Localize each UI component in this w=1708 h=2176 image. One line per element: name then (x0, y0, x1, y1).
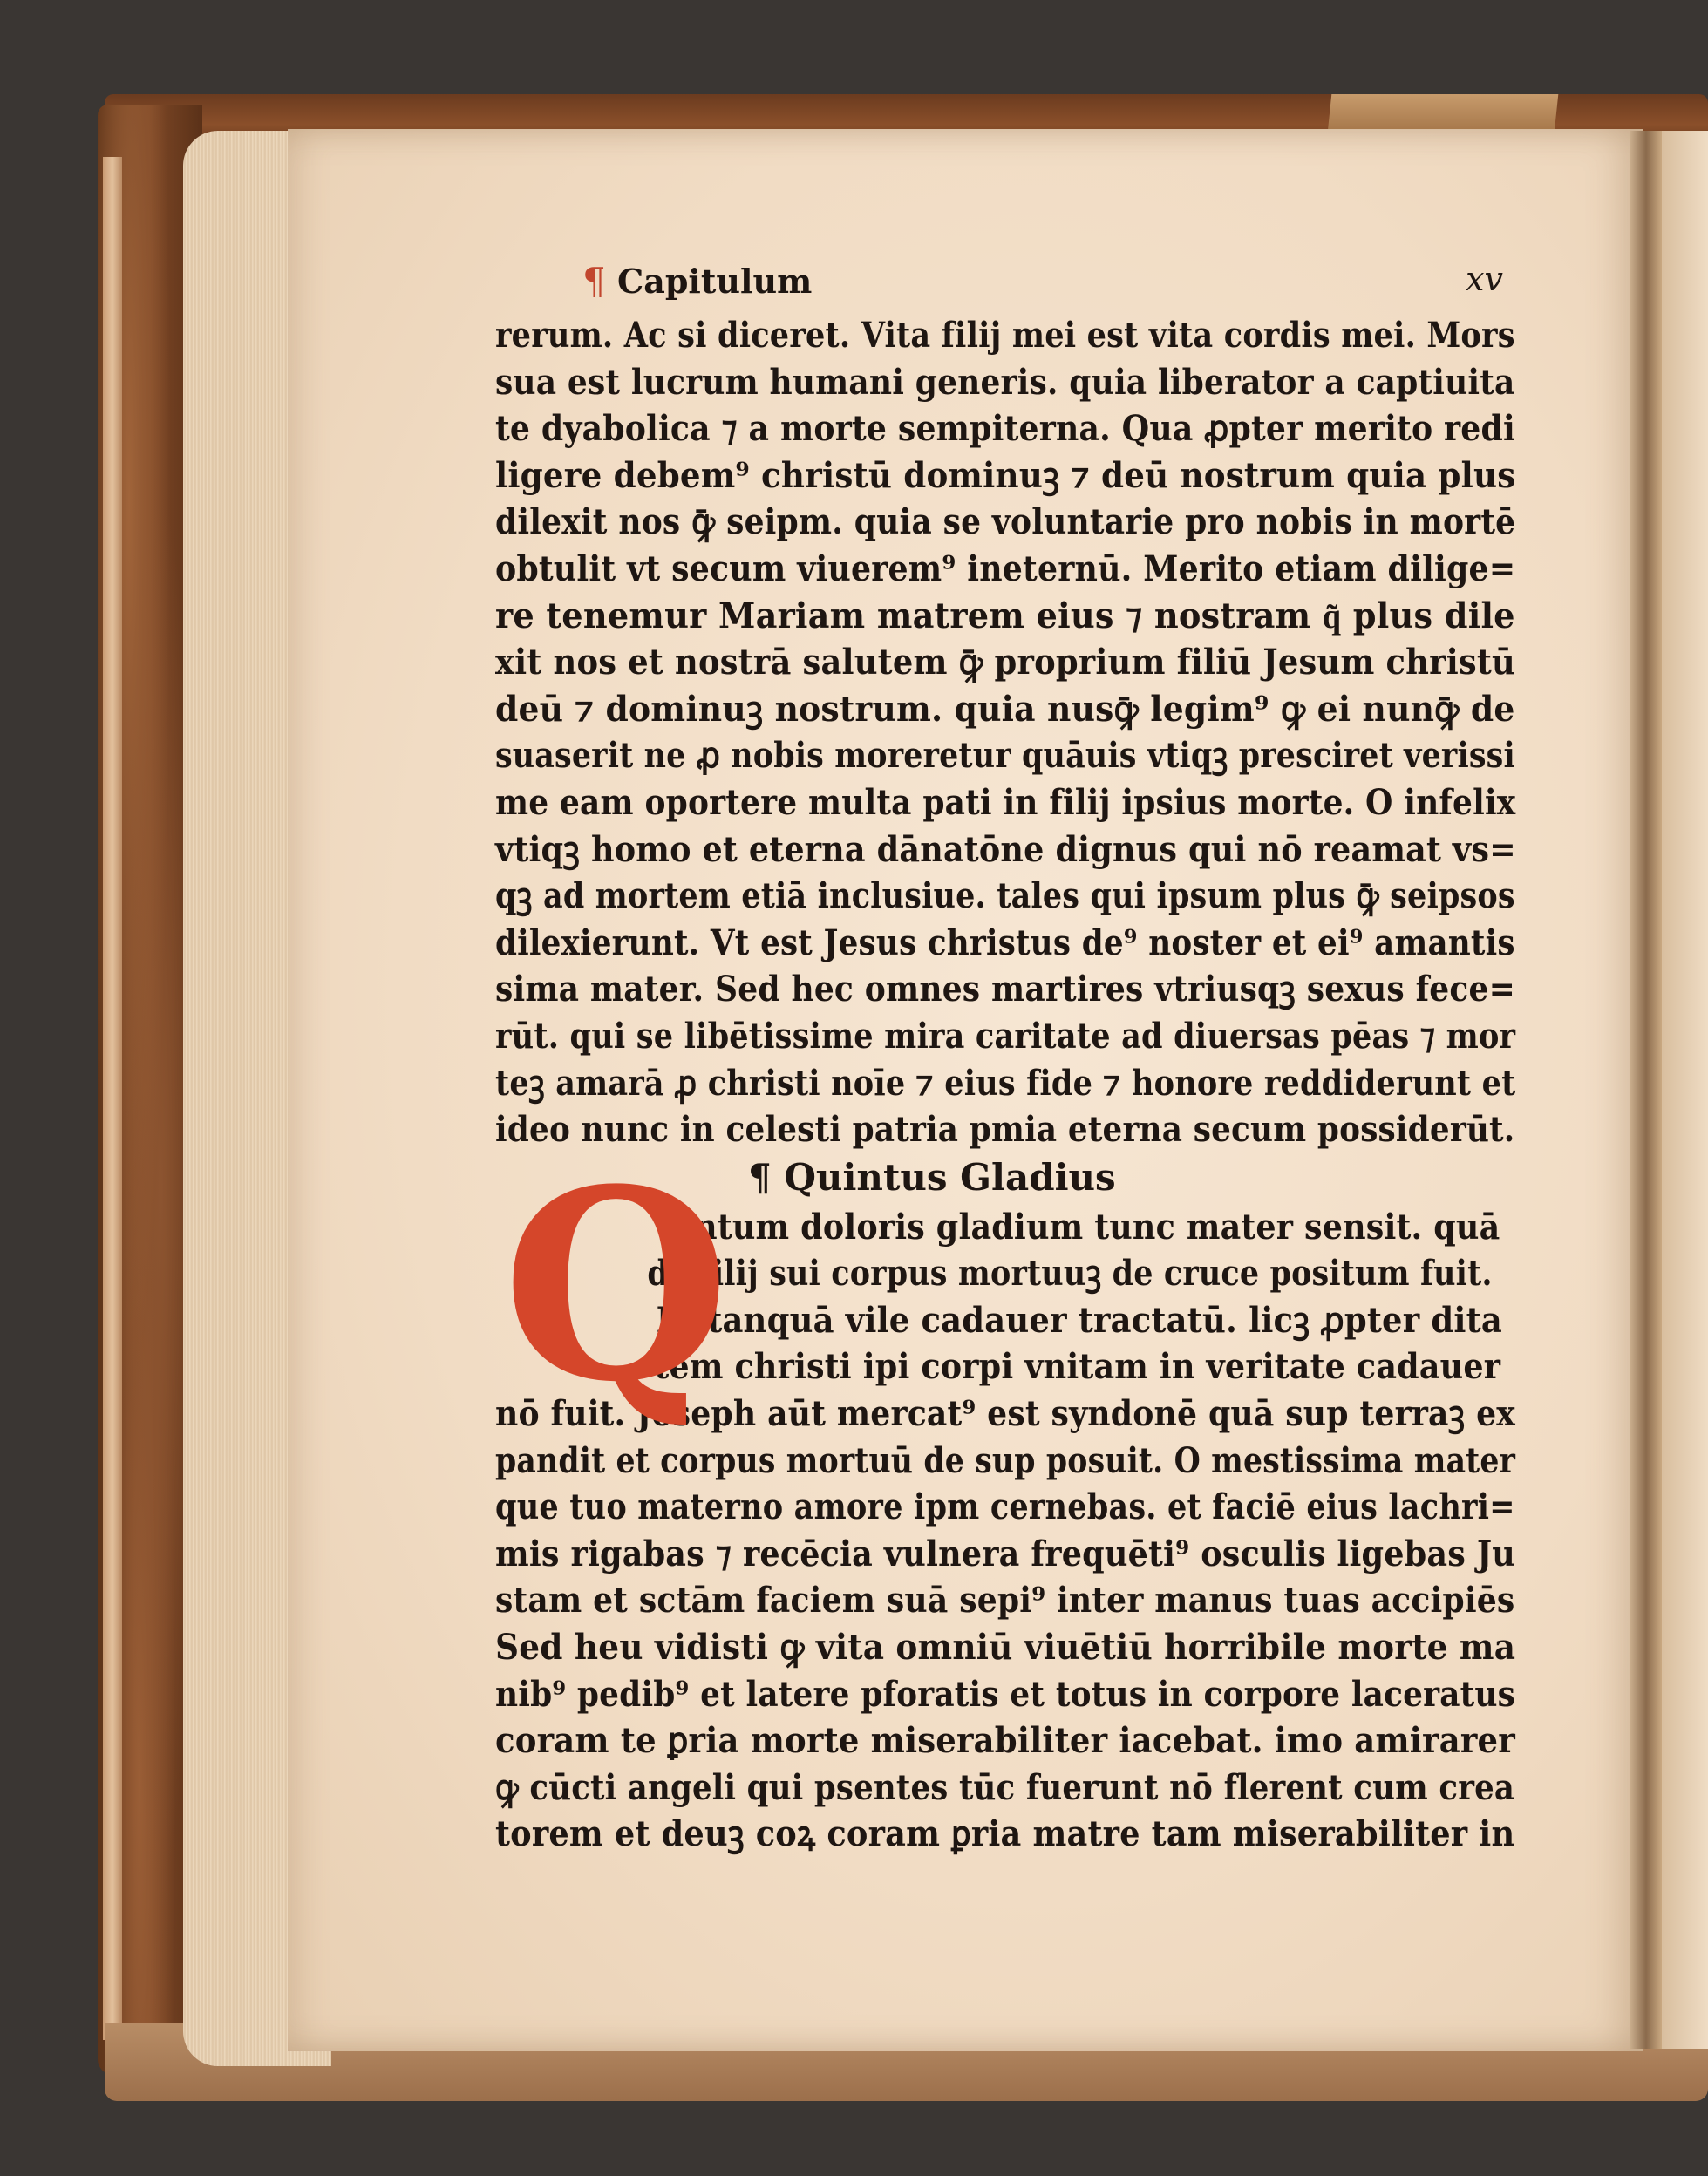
text-block (495, 262, 1524, 1858)
text-line: nib⁹ pedib⁹ et latere pforatis et totus in corpore laceratus (495, 1673, 1516, 1715)
text-line: tem christi ipi corpi vnitam in veritate cadauer (654, 1346, 1501, 1388)
text-line: re tenemur Mariam matrem eius ⁊ nostram q͂ plus dile (495, 595, 1515, 636)
facing-page (1657, 131, 1708, 2049)
text-lines-before (495, 312, 1524, 1153)
text-line: mis rigabas ⁊ recēcia vulnera frequēti⁹ osculis ligebas Ju (495, 1533, 1516, 1574)
text-line: teꝫ amarā ꝓ christi noīe ⁊ eius fide ⁊ honore reddiderunt et (495, 1062, 1516, 1104)
text-line: dilexit nos ꝙ̄ seipm. quia se voluntarie pro nobis in mortē (495, 501, 1516, 543)
text-line: sima mater. Sed hec omnes martires vtriusqꝫ sexus fece= (495, 969, 1515, 1010)
text-line: rūt. qui se libētissime mira caritate ad diuersas pēas ⁊ mor (495, 1015, 1516, 1057)
text-line: sua est lucrum humani generis. quia liberator a captiuita (495, 361, 1515, 403)
text-line: qꝫ ad mortem etiā inclusiue. tales qui ipsum plus ꝙ̄ seipsos (495, 875, 1515, 917)
text-line: xit nos et nostrā salutem ꝙ̄ proprium filiū Jesum christū (495, 642, 1515, 683)
drop-cap-initial: Q (502, 1132, 731, 1439)
text-line: que tuo materno amore ipm cernebas. et faciē eius lachri= (495, 1486, 1515, 1528)
chapter-title: Capitulum (617, 262, 813, 301)
text-line: Uintum doloris gladium tunc mater sensit. quā (654, 1206, 1500, 1248)
text-line: suaserit ne ꝓ nobis moreretur quāuis vtiqꝫ presciret verissi (495, 735, 1515, 777)
text-line: dilexierunt. Vt est Jesus christus de⁹ noster et ei⁹ amantis (495, 921, 1515, 963)
text-line: de filij sui corpus mortuuꝫ de cruce positum fuit. (647, 1253, 1493, 1295)
text-line: vtiqꝫ homo et eterna dānatōne dignus qui nō reamat vs= (495, 828, 1516, 870)
text-line: ꝙ cūcti angeli qui psentes tūc fuerunt nō flerent cum crea (495, 1766, 1515, 1808)
text-line: te dyabolica ⁊ a morte sempiterna. Qua ꝓpter merito redi (495, 408, 1515, 450)
text-line: deū ⁊ dominuꝫ nostrum. quia nusꝙ̄ legim⁹ ꝙ ei nunꝙ̄ de (495, 688, 1515, 730)
text-line: pandit et corpus mortuū de sup posuit. O mestissima mater (495, 1439, 1515, 1481)
text-line: torem et deuꝫ coꝝ coram ꝑria matre tam miserabiliter in (495, 1813, 1515, 1855)
text-line: nō fuit. Joseph aūt mercat⁹ est syndonē quā sup terraꝫ ex (495, 1393, 1516, 1435)
paragraph-mark: ¶ (582, 260, 606, 303)
text-line: rerum. Ac si diceret. Vita filij mei est vita cordis mei. Mors (495, 315, 1515, 356)
running-header (495, 262, 1524, 310)
folio-number: xv (1466, 260, 1503, 298)
book-gutter (1630, 131, 1662, 2049)
text-line: obtulit vt secum viuerem⁹ ineternū. Merito etiam dilige= (495, 547, 1516, 589)
leather-tab (1328, 94, 1559, 133)
text-line: coram te ꝑria morte miserabiliter iacebat. imo amirarer (495, 1720, 1515, 1762)
text-line: stam et sctām faciem suā sepi⁹ inter manus tuas accipiēs (495, 1580, 1515, 1622)
text-line: Sed heu vidisti ꝙ vita omniū viuētiū horribile morte ma (495, 1627, 1516, 1669)
text-line: ligere debem⁹ christū dominuꝫ ⁊ deū nostrum quia plus (495, 454, 1516, 496)
text-line: me eam oportere multa pati in filij ipsius morte. O infelix (495, 781, 1516, 823)
text-line: Et tanquā vile cadauer tractatū. licꝫ ꝓpter dita (656, 1299, 1502, 1341)
text-line: ideo nunc in celesti patria pmia eterna secum possiderūt. (495, 1109, 1515, 1151)
section-heading: ¶ Quintus Gladius (748, 1155, 1116, 1199)
cover-edge (103, 157, 122, 2040)
